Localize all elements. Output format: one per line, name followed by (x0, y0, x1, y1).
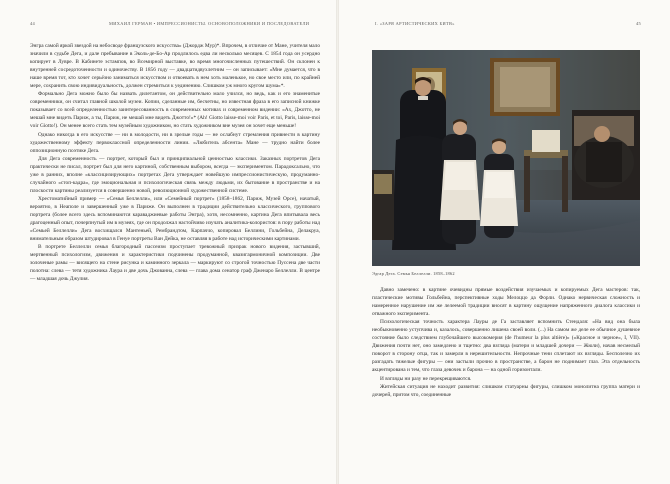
left-running-head: МИХАИЛ ГЕРМАН • ИМПРЕССИОНИСТЫ. ОСНОВОПОЛОЖНИКИ И ПОСЛЕДОВАТЕЛИ (109, 21, 310, 26)
left-paragraph: В портрете Беллелли семья благородный пассеизм проступает тревожный призрак нового видения, застывший, мертвенный психологизм, движения и характеристики подчинены продуманной, квазигармоничной композиции. Две золоченые рамы — висящего на стене рисунка и каминного зеркала — маркируют со строгой точностью Пуссена две части полотна: слева — тетя художника Лаура и две дочь Джованна, слева — глава дома сенатор граф Дженаро Беллелли. В центре — младшая дочь Джулия. (30, 244, 320, 283)
left-body-text (30, 42, 320, 283)
right-paragraph: Психологическая точность характера Лауры де Га заставляет вспомнить Стендаля: «На вид она была необыкновенно уступчива и, казалось, совершенно лишена своей воли. (...) На самом же деле ее обычное душевное состояние было следствием глубочайшего высокомерия (de l'humeur la plus altière)» («Красное и черное», I, VII). Движения почти нет, оно замедлено и тщетно: два взгляда (матери и младшей дочери — Жюли), начав несмелый поворот в сторону отца, так и замерли в нерешительности. Непрочные тени сплетают их взгляды. Бесполезно их разгадать тяжелые фигуры — они застыли прочно в пространстве, а барон не поднимает глаз. Эта отдельность акцентирована и тем, что глаза девочек и барона — на одной горизонтали. (372, 319, 640, 374)
right-paragraph: Житейская ситуация не находит развития: слишком статуарны фигуры, слишком монолитна группа матери и дочерей, притом что, соединенные (372, 383, 640, 398)
right-paragraph: И взгляды ни разу не перекрещиваются. (380, 375, 472, 382)
right-body-text (372, 286, 640, 399)
left-paragraph: Однако никогда в его искусстве — ни в молодости, ни в зрелые годы — не ослабнут стремления привнести в картину художественному эффекту первоклассной определенности линии. «Любитель абсента» Мане — трудно найти более оппозиционную поэтике Дега. (30, 131, 320, 154)
left-paragraph: Хрестоматийный пример — «Семья Беллелли», или «Семейный портрет» (1858–1862, Париж, Музей Орсе), начатый, вероятно, в Неаполе и завершенный уже в Париже. Он выполнен в традиции действительно классического, группового портрета (более всего здесь вспоминаются караваджиевые работы Энгра), хотя, несомненно, картина Дега впитывала весь драгоценный опыт, почерпнутый им в музеях, где он продолжал настойчиво изучать аналитика-колористов: в пору работы над «Семьей Беллелли» Дега восхищался Мантеньей, Рембрандтом, Карпаччо, копировал Беллини, Гольбейна, Делакруа, внимательным образом штудировал в Генуе портреты Ван Дейка, не оставляя в работе над историческими картинами. (30, 195, 320, 243)
right-page-number: 45 (636, 21, 642, 26)
right-paragraph: Давно замечено: в картине очевидны прямые воздействия изучаемых и копируемых Дега мастеров: так, пластические мотивы Гольбейна, перспективные ходы Мелоццо да Форли. Однако нервическая сложность и намеренное нарушение им же лелеемой традиции вносят в картину ощущение напряженного диалога классики и отважного эксперимента. (372, 287, 640, 318)
book-gutter (336, 0, 339, 484)
left-paragraph: Энгра самой яркой звездой на небосводе французского искусства» (Джордж Мур)*. Впрочем, в отличие от Мане, учителя мало значили в судьбе Дега, и дале пребывание в Эколь-де-Бо-Ар продлилось едва ли несколько месяцев. С 1854 года он усердно копирует в Лувре. В Кабинете эстампов, во Всемирной выставке, во время многочисленных путешествий. Он склонен к внутренней сосредоточенности и одиночеству. В 1856 году — двадцатидвухлетним — он записывает: «Мне думается, что в наше время тот, кто хочет серьёзно заниматься искусством и отвоевать в нем хоть маленькое, но свое место или, по крайней мере, сохранить свою индивидуальность, должен стремиться к уединению. Слишком уж много кругом шума»*. (30, 43, 320, 90)
left-page-number: 44 (30, 21, 36, 26)
painting-caption: Эдгар Дега. Семья Беллелли. 1858–1862 (372, 271, 455, 276)
painting-image (372, 50, 640, 266)
left-paragraph: Формально Дега можно было бы назвать дилетантом, он действительно мало учился, но ведь, как и его знаменитые современники, он считал главной школой музеи. Копии, сделанные им, бесчетны, но известная фраза в его записной книжке показывает со всей определенностью заинтересованность в современных мотивах и современном видении: «Ах, Джотто, не мешай мне видеть Париж, а ты, Париж, не мешай мне видеть Джотто!»* (Ah! Giotto laisse-moi voir Paris, et toi, Paris, laisse-moi voir Giotto!). Он менее всего стать тем музейным художником, но стать художником вне музея он хочет еще меньше! (30, 91, 320, 130)
right-running-head: I. «ЗАРЯ АРТИСТИЧЕСКИХ БИТВ» (375, 21, 455, 26)
left-paragraph: Для Дега современность — портрет, который был и принципиальной ценностью классики. Заказных портретов Дега практически не писал, портрет был для него картиной, собственным выбором, всегда — экспериментом. Парадоксально, что уже в ранних, вполне «классицизирующих» портретах Дега утверждает новейшую импрессионистическую, продуманно-случайного «стоп-кадра», где эмоциональная и психологическая связь между людьми, их бытование в пространстве и на плоскости картины реализуется в совершенно новой, революционной художественной системе. (30, 155, 320, 194)
